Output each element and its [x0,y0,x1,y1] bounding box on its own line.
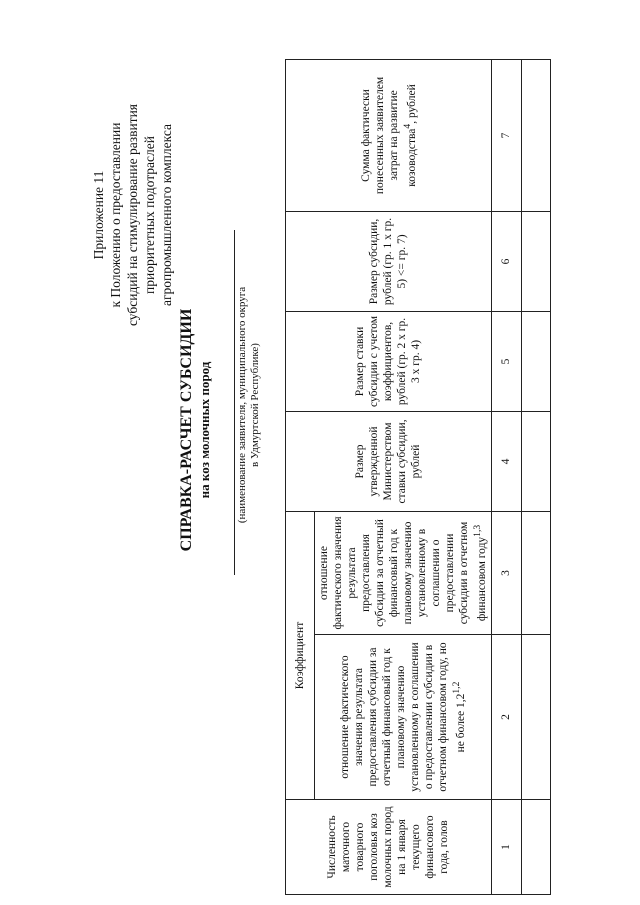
footnote-mark: 4 [401,123,413,129]
table-number-row [491,59,521,894]
table-cell[interactable] [521,311,550,411]
document-subtitle: на коз молочных пород [197,361,212,499]
column-number: 7 [491,59,521,211]
costs-unit: , рублей [405,84,418,124]
calculation-table [285,59,551,895]
appendix-block [90,65,175,365]
header-cell-livestock: Численность маточного товарного поголовья коз молочных пород на 1 января текущего финансового года, голов [286,800,492,895]
header-cell-coef-1 [315,635,492,800]
appendix-line: приоритетных подотраслей [142,136,157,294]
applicant-caption [236,205,262,605]
appendix-line: агропромышленного комплекса [159,124,174,306]
header-cell-coef-2 [315,511,492,634]
appendix-line: к Положению о предоставлении [108,122,123,308]
coef-1-text: отношение фактического значения результата предоставления субсидии за отчетный финансовый год к плановому значению установленному в соглашении о предоставлении субсидии в отчетном финансовом году, но не более 1,2 [339,642,467,792]
column-number: 5 [491,311,521,411]
header-cell-rate: Размер утвержденной Министерством ставки субсидии, рублей [286,411,492,511]
table-header-row [286,59,315,894]
column-number: 4 [491,411,521,511]
table-cell[interactable] [521,800,550,895]
table-cell[interactable] [521,59,550,211]
table-cell[interactable] [521,635,550,800]
appendix-line: Приложение 11 [91,170,106,260]
table-cell[interactable] [521,411,550,511]
costs-text: Сумма фактически понесенных заявителем затрат на развитие козоводства [359,76,418,195]
document-title: СПРАВКА-РАСЧЕТ СУБСИДИИ [178,308,195,552]
header-cell-adjusted-rate: Размер ставки субсидии с учетом коэффициентов, рублей (гр. 2 х гр. 3 х гр. 4) [286,311,492,411]
coef-2-text: отношение фактического значения результата предоставления субсидии за отчетный финансовый год к плановому значению установленному в соглашении о предоставлении субсидии в отчетном финансовом году [318,516,488,630]
footnote-mark: 1,2 [451,681,462,694]
table-cell[interactable] [521,511,550,634]
header-cell-subsidy-amount: Размер субсидии, рублей (гр. 1 х гр. 5) <= гр. 7) [286,211,492,311]
column-number: 1 [491,800,521,895]
caption-line: в Удмуртской Республике) [249,343,261,467]
caption-line: (наименование заявителя, муниципального округа [236,286,248,524]
applicant-name-line [234,230,235,575]
appendix-line: субсидий на стимулирование развития [125,103,140,327]
header-cell-coefficient: Коэффициент [286,511,315,799]
column-number: 6 [491,211,521,311]
table-row [521,59,550,894]
footnote-mark: 1,3 [472,524,483,537]
column-number: 3 [491,511,521,634]
header-cell-costs [286,59,492,211]
column-number: 2 [491,635,521,800]
table-cell[interactable] [521,211,550,311]
